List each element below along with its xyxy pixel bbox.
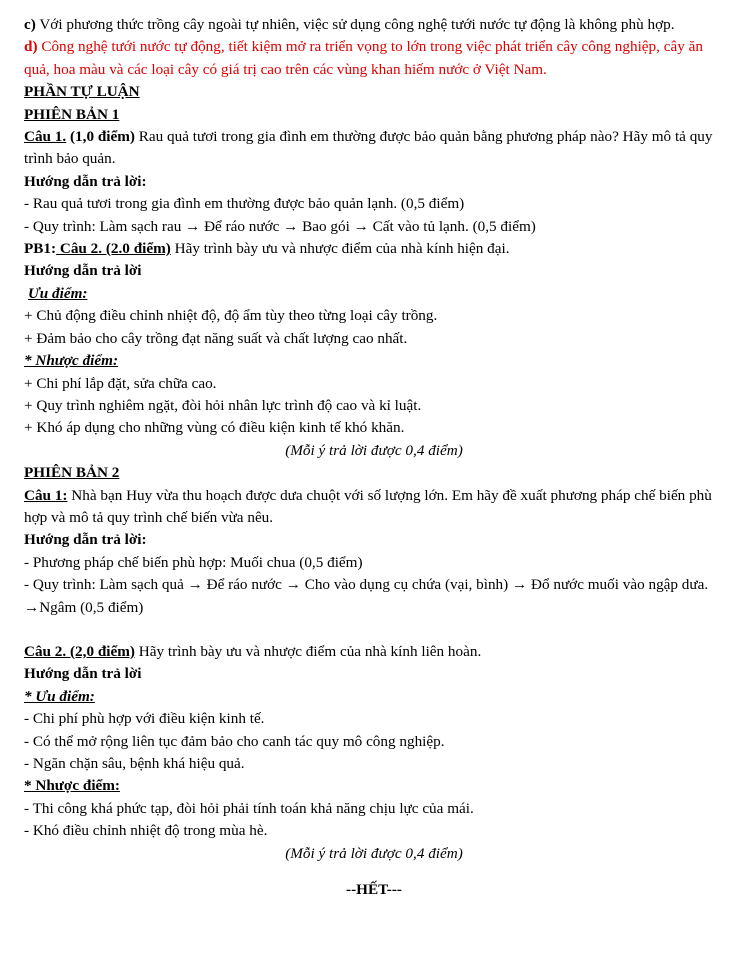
v2-q1-text: Nhà bạn Huy vừa thu hoạch được dưa chuột với số lượng lớn. Em hãy đề xuất phương pháp chế biến phù hợp và mô tả quy trình chế biến vừa nêu. <box>24 486 712 526</box>
list-item: - Có thể mở rộng liên tục đảm bảo cho canh tác quy mô công nghiệp. <box>24 732 445 750</box>
v1-q2-prefix: PB1: <box>24 240 57 258</box>
v1-score-note: (Mỗi ý trả lời được 0,4 điểm) <box>285 441 463 459</box>
v1-question-1 <box>24 126 724 171</box>
option-c-label: c) <box>24 16 36 33</box>
v1-q1-label: Câu 1. <box>24 128 67 146</box>
list-item: + Khó áp dụng cho những vùng có điều kiện kinh tế khó khăn. <box>24 419 405 437</box>
version-2-heading: PHIÊN BẢN 2 <box>24 464 120 482</box>
v2-answer-1: - Phương pháp chế biến phù hợp: Muối chua (0,5 điểm) <box>24 553 363 571</box>
spacer <box>24 619 724 641</box>
v1-advantages-title: Ưu điểm: <box>28 284 88 302</box>
end-marker: --HẾT--- <box>346 881 402 899</box>
v2-score-note: (Mỗi ý trả lời được 0,4 điểm) <box>285 844 463 862</box>
v1-answer-1: - Rau quả tươi trong gia đình em thường được bảo quản lạnh. (0,5 điểm) <box>24 195 465 213</box>
list-item: - Chi phí phù hợp với điều kiện kinh tế. <box>24 710 265 728</box>
list-item: - Thi công khá phức tạp, đòi hỏi phải tính toán khả năng chịu lực của mái. <box>24 799 474 817</box>
list-item: + Chi phí lắp đặt, sửa chữa cao. <box>24 374 217 392</box>
option-d-text: Công nghệ tưới nước tự động, tiết kiệm mở ra triển vọng to lớn trong việc phát triển cây công nghiệp, cây ăn quả, hoa màu và các loại cây có giá trị cao trên các vùng khan hiếm nước ở Việt Nam. <box>24 38 703 78</box>
v1-guide-heading-2: Hướng dẫn trả lời <box>24 262 142 280</box>
v1-q2-label: Câu 2. (2.0 điểm) <box>56 240 171 258</box>
list-item: + Đảm bảo cho cây trồng đạt năng suất và chất lượng cao nhất. <box>24 329 408 347</box>
v2-question-1 <box>24 485 724 530</box>
v2-advantages-title: * Ưu điểm: <box>24 687 95 705</box>
list-item: + Chủ động điều chỉnh nhiệt độ, độ ẩm tùy theo từng loại cây trồng. <box>24 307 438 325</box>
v1-guide-heading: Hướng dẫn trả lời: <box>24 172 147 190</box>
list-item: - Khó điều chỉnh nhiệt độ trong mùa hè. <box>24 822 268 840</box>
v2-question-2 <box>24 641 724 663</box>
v2-q1-label: Câu 1: <box>24 486 68 504</box>
v1-q1-text: Rau quả tươi trong gia đình em thường được bảo quản bằng phương pháp nào? Hãy mô tả quy trình bảo quản. <box>24 128 713 168</box>
version-1-heading: PHIÊN BẢN 1 <box>24 105 120 123</box>
v1-disadvantages-title: * Nhược điểm: <box>24 352 119 370</box>
v2-answer-2: - Quy trình: Làm sạch quả → Để ráo nước → Cho vào dụng cụ chứa (vại, bình) → Đổ nước muối vào ngập dưa. →Ngâm (0,5 điểm) <box>24 576 709 616</box>
option-c <box>24 14 724 36</box>
option-c-text: Với phương thức trồng cây ngoài tự nhiên, việc sử dụng công nghệ tưới nước tự động là không phù hợp. <box>35 16 675 33</box>
v1-q2-text: Hãy trình bày ưu và nhược điểm của nhà kính hiện đại. <box>170 240 510 258</box>
v2-q2-text: Hãy trình bày ưu và nhược điểm của nhà kính liên hoàn. <box>134 642 482 660</box>
v1-q1-points: (1,0 điểm) <box>66 128 135 146</box>
v1-question-2 <box>24 238 724 260</box>
section-title: PHẦN TỰ LUẬN <box>24 83 140 101</box>
v2-guide-heading: Hướng dẫn trả lời: <box>24 531 147 549</box>
v2-disadvantages-title: * Nhược điểm: <box>24 777 120 795</box>
list-item: + Quy trình nghiêm ngặt, đòi hỏi nhân lực trình độ cao và kỉ luật. <box>24 396 422 414</box>
option-d-label: d) <box>24 38 38 56</box>
list-item: - Ngăn chặn sâu, bệnh khá hiệu quả. <box>24 755 245 772</box>
option-d <box>24 36 724 81</box>
v1-answer-2: - Quy trình: Làm sạch rau → Để ráo nước → Bao gói → Cất vào tủ lạnh. (0,5 điểm) <box>24 217 536 235</box>
v2-guide-heading-2: Hướng dẫn trả lời <box>24 665 142 683</box>
v2-q2-label: Câu 2. (2,0 điểm) <box>24 642 135 660</box>
